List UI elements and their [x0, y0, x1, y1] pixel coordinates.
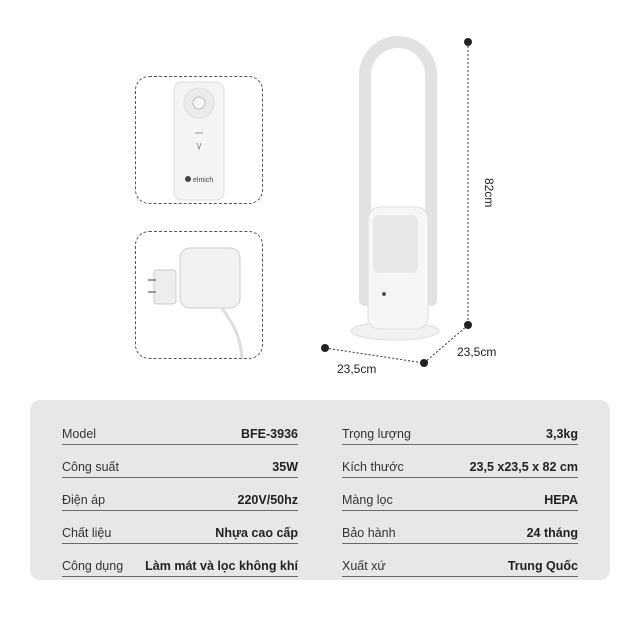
spec-label: Chất liệu: [62, 526, 112, 540]
spec-row: [342, 445, 578, 478]
height-label: 82cm: [482, 178, 496, 208]
spec-row: [62, 511, 298, 544]
brand-logo: elmich: [193, 177, 214, 184]
spec-label: Màng lọc: [342, 493, 393, 507]
spec-value: BFE-3936: [241, 427, 298, 441]
spec-row: [62, 478, 298, 511]
spec-row: [342, 412, 578, 445]
spec-row: [342, 511, 578, 544]
spec-value: 23,5 x23,5 x 82 cm: [469, 460, 578, 474]
specs-left-column: [62, 412, 298, 577]
spec-row: [62, 412, 298, 445]
spec-label: Công dụng: [62, 559, 124, 573]
spec-label: Bảo hành: [342, 526, 396, 540]
spec-row: [62, 544, 298, 577]
depth-label: 23,5cm: [457, 345, 497, 359]
fan-image: [351, 42, 439, 340]
spec-label: Kích thước: [342, 460, 404, 474]
spec-label: Model: [62, 427, 97, 441]
spec-value: Nhựa cao cấp: [215, 526, 298, 540]
spec-row: [342, 544, 578, 577]
width-label: 23,5cm: [337, 362, 377, 376]
spec-label: Công suất: [62, 460, 119, 474]
spec-label: Trọng lượng: [342, 427, 411, 441]
specs-table: [30, 400, 610, 580]
spec-label: Điện áp: [62, 493, 106, 507]
spec-value: Làm mát và lọc không khí: [145, 559, 298, 573]
spec-value: 3,3kg: [546, 427, 578, 441]
spec-value: 220V/50hz: [237, 493, 298, 507]
power-button-icon: [193, 97, 205, 109]
spec-value: 35W: [272, 460, 298, 474]
power-adapter-image: [148, 248, 242, 358]
specs-right-column: [342, 412, 578, 577]
spec-row: [62, 445, 298, 478]
spec-row: [342, 478, 578, 511]
spec-value: 24 tháng: [526, 526, 578, 540]
remote-control-image: [174, 82, 224, 200]
spec-value: HEPA: [544, 493, 578, 507]
spec-label: Xuất xứ: [342, 559, 386, 573]
spec-value: Trung Quốc: [507, 559, 578, 573]
